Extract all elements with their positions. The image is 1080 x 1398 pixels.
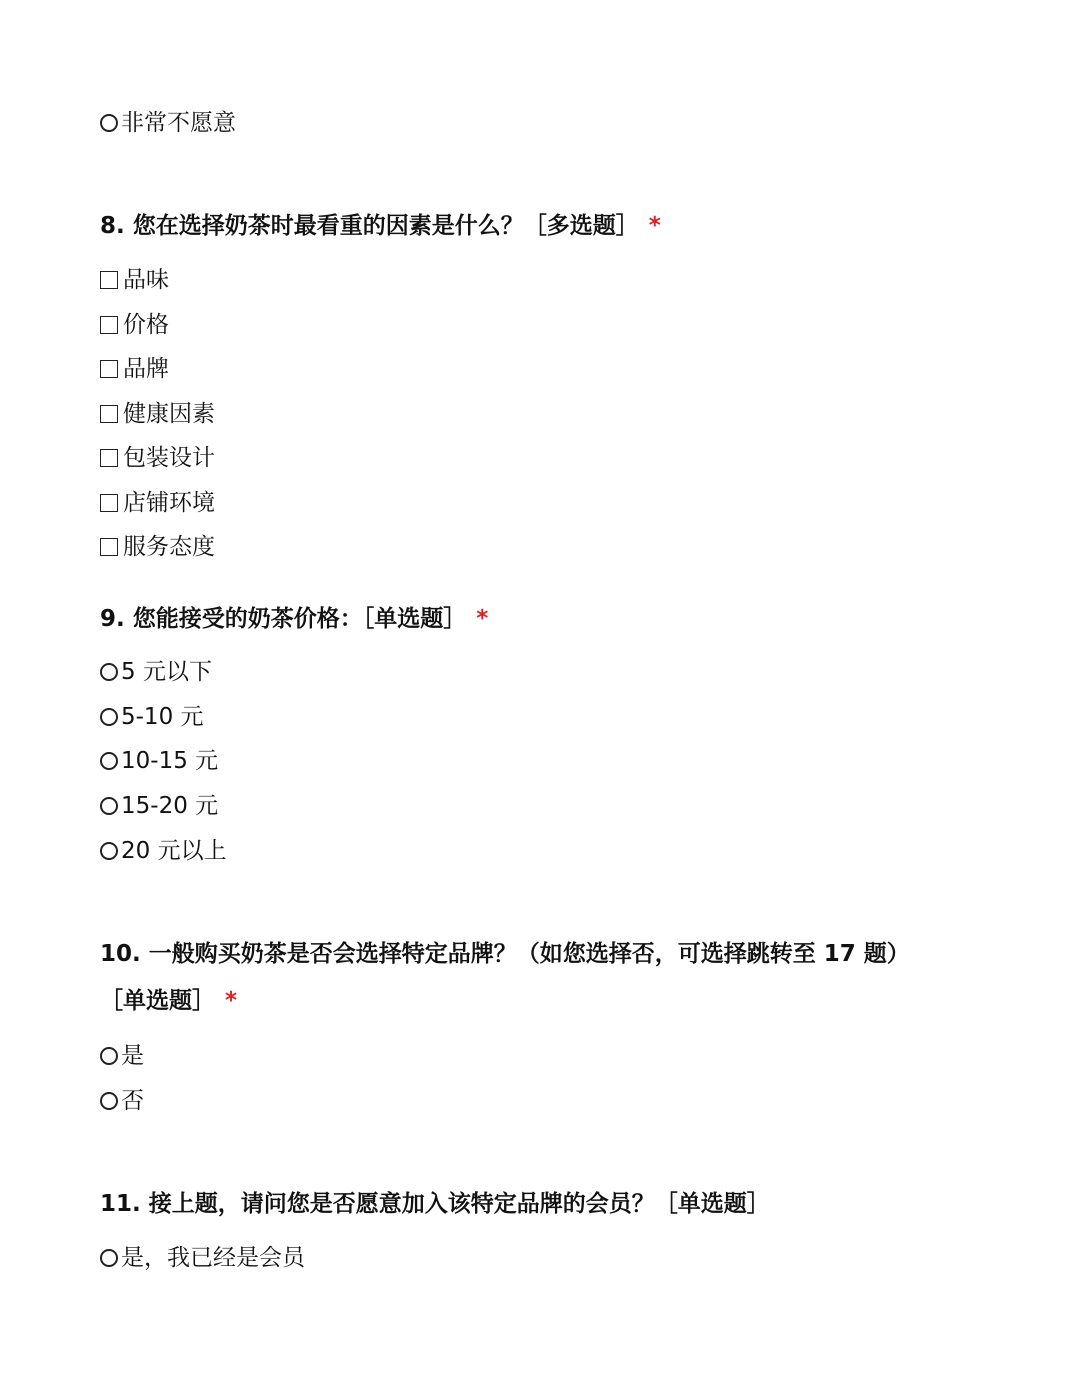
option-label: 品味	[123, 267, 169, 293]
checkbox-icon[interactable]	[100, 449, 118, 467]
option-label: 价格	[123, 312, 169, 338]
option-label: 包装设计	[123, 445, 215, 471]
q7-option-strongly-unwilling[interactable]	[100, 108, 236, 138]
question-text: 11. 接上题，请问您是否愿意加入该特定品牌的会员？［单选题］	[100, 1191, 770, 1217]
q8-option-taste[interactable]	[100, 265, 169, 295]
radio-icon[interactable]	[100, 1249, 118, 1267]
q8-option-price[interactable]	[100, 310, 169, 340]
radio-icon[interactable]	[100, 1092, 118, 1110]
q8-option-packaging[interactable]	[100, 443, 215, 473]
question-text: 10. 一般购买奶茶是否会选择特定品牌？（如您选择否，可选择跳转至 17 题）	[100, 941, 910, 967]
q10-title-line1	[100, 939, 910, 969]
q8-option-brand[interactable]	[100, 354, 169, 384]
checkbox-icon[interactable]	[100, 316, 118, 334]
q11-option-already-member[interactable]	[100, 1243, 305, 1273]
radio-icon[interactable]	[100, 708, 118, 726]
option-label: 是，我已经是会员	[121, 1245, 305, 1271]
radio-icon[interactable]	[100, 752, 118, 770]
radio-icon[interactable]	[100, 1047, 118, 1065]
q8-option-store-environment[interactable]	[100, 488, 215, 518]
option-label: 10-15 元	[121, 748, 219, 774]
radio-icon[interactable]	[100, 663, 118, 681]
checkbox-icon[interactable]	[100, 271, 118, 289]
question-text: 8. 您在选择奶茶时最看重的因素是什么？［多选题］	[100, 213, 639, 239]
q10-title-line2	[100, 986, 237, 1016]
checkbox-icon[interactable]	[100, 405, 118, 423]
checkbox-icon[interactable]	[100, 494, 118, 512]
option-label: 品牌	[123, 356, 169, 382]
q9-option-10-15[interactable]	[100, 746, 218, 776]
q10-option-no[interactable]	[100, 1086, 144, 1116]
option-label: 15-20 元	[121, 793, 219, 819]
radio-icon[interactable]	[100, 797, 118, 815]
question-text: 9. 您能接受的奶茶价格：［单选题］	[100, 606, 467, 632]
radio-icon[interactable]	[100, 114, 118, 132]
checkbox-icon[interactable]	[100, 360, 118, 378]
q8-title	[100, 211, 661, 241]
required-asterisk: *	[648, 213, 661, 239]
option-label: 健康因素	[123, 401, 215, 427]
option-label: 非常不愿意	[121, 110, 236, 136]
option-label: 是	[121, 1043, 144, 1069]
option-label: 服务态度	[123, 534, 215, 560]
q9-option-under-5[interactable]	[100, 657, 212, 687]
q8-option-service[interactable]	[100, 532, 215, 562]
q10-option-yes[interactable]	[100, 1041, 144, 1071]
q9-option-5-10[interactable]	[100, 702, 204, 732]
option-label: 5 元以下	[121, 659, 212, 685]
q8-option-health[interactable]	[100, 399, 215, 429]
required-asterisk: *	[476, 606, 489, 632]
option-label: 5-10 元	[121, 704, 204, 730]
q9-option-15-20[interactable]	[100, 791, 218, 821]
checkbox-icon[interactable]	[100, 538, 118, 556]
required-asterisk: *	[225, 988, 238, 1014]
q9-title	[100, 604, 488, 634]
radio-icon[interactable]	[100, 842, 118, 860]
option-label: 店铺环境	[123, 490, 215, 516]
option-label: 否	[121, 1088, 144, 1114]
q11-title	[100, 1189, 770, 1219]
option-label: 20 元以上	[121, 838, 227, 864]
q9-option-over-20[interactable]	[100, 836, 227, 866]
question-type: ［单选题］	[100, 988, 215, 1014]
